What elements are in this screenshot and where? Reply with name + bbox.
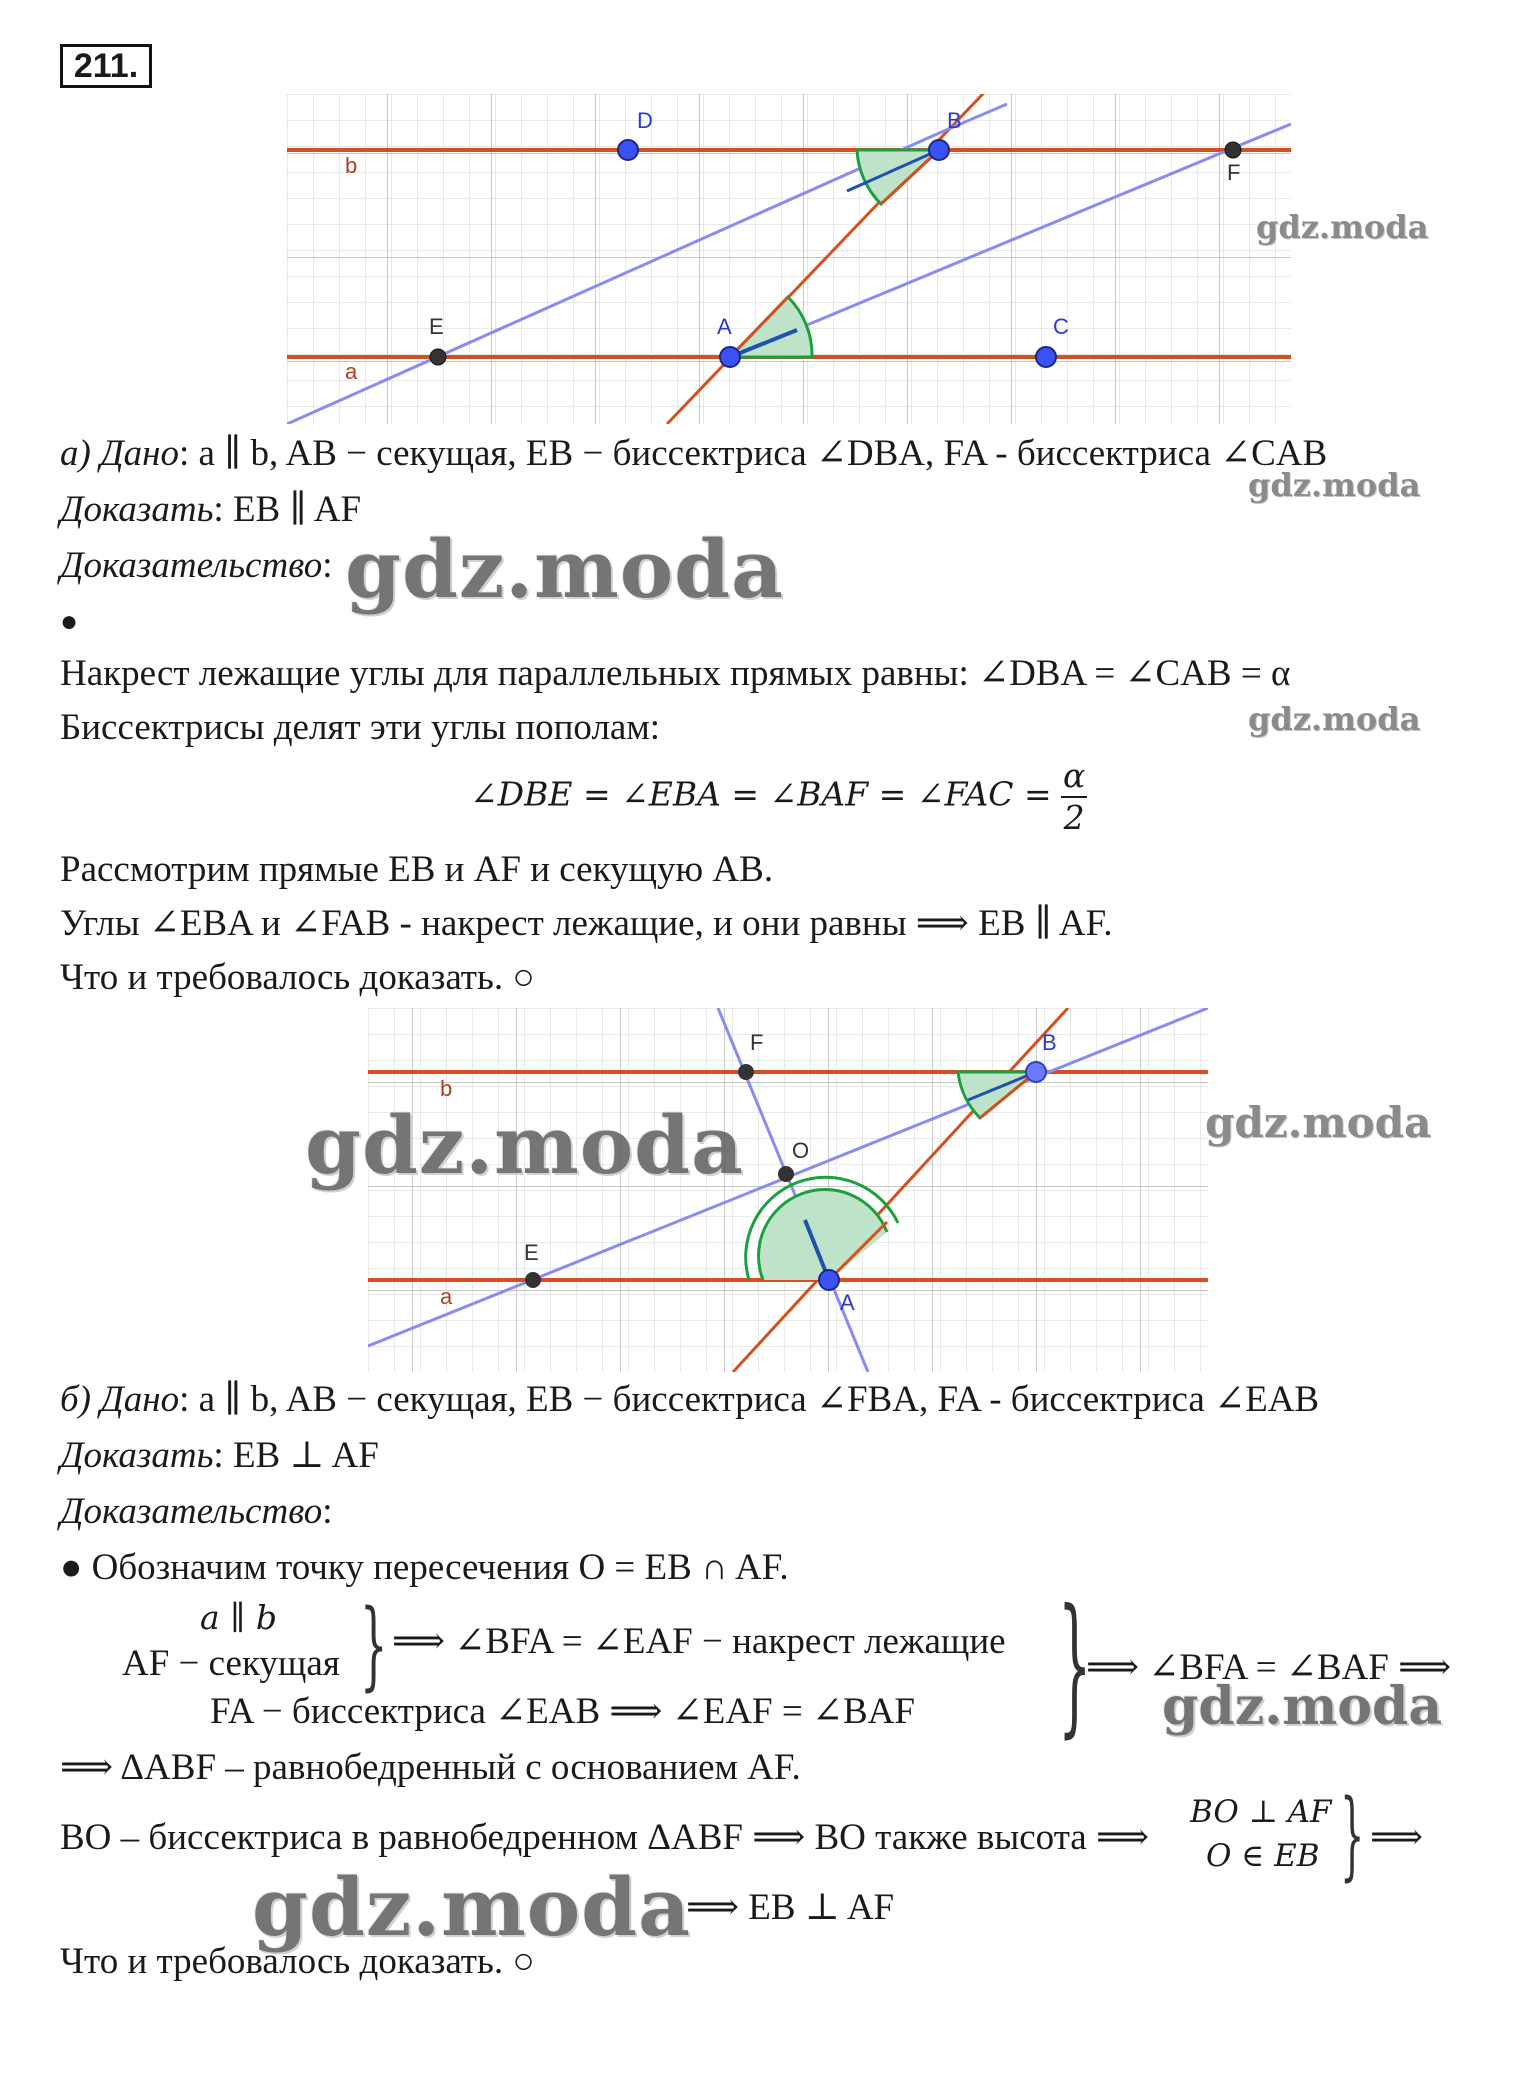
part-a-given-label: а) Дано bbox=[60, 433, 179, 474]
part-a-prove-text: : EB ∥ AF bbox=[213, 489, 362, 530]
label-e: E bbox=[524, 1240, 539, 1265]
point-b bbox=[1026, 1062, 1046, 1082]
part-a-given bbox=[60, 432, 1327, 476]
watermark: gdz.moda bbox=[1248, 466, 1421, 504]
part-b-line-5: Что и требовалось доказать. ○ bbox=[60, 1941, 535, 1982]
part-b-brace-2: } bbox=[1058, 1578, 1092, 1752]
part-b-given-text: : a ∥ b, AB − секущая, EB − биссектриса ∠FBA, FA - биссектриса ∠EAB bbox=[179, 1379, 1320, 1420]
watermark: gdz.moda bbox=[345, 522, 784, 616]
part-b-sys1-row1: a ∥ b bbox=[200, 1598, 278, 1637]
part-b-sys1-result: ⟹ ∠BFA = ∠EAF − накрест лежащие bbox=[392, 1621, 1006, 1662]
part-b-sys3-row2: O ∈ EB bbox=[1206, 1838, 1320, 1874]
part-a-proof-heading bbox=[60, 544, 333, 588]
watermark: gdz.moda bbox=[252, 1860, 691, 1954]
label-e: E bbox=[429, 314, 444, 339]
part-a-formula-num: α bbox=[1061, 756, 1087, 798]
figure-a bbox=[287, 94, 1291, 424]
part-a-bullet: ● bbox=[60, 605, 79, 638]
part-b-sys3-row1: BO ⊥ AF bbox=[1190, 1794, 1332, 1830]
label-d: D bbox=[637, 108, 653, 133]
point-a bbox=[720, 347, 740, 367]
part-b-sys1-row3: FA − биссектриса ∠EAB ⟹ ∠EAF = ∠BAF bbox=[210, 1691, 915, 1732]
point-a bbox=[819, 1270, 839, 1290]
part-b-line-4: ⟹ EB ⊥ AF bbox=[686, 1887, 895, 1928]
part-a-line-4: Углы ∠EBA и ∠FAB - накрест лежащие, и они равны ⟹ EB ∥ AF. bbox=[60, 903, 1113, 944]
part-a-proof-label: Доказательство bbox=[60, 545, 323, 586]
part-b-prove-label: Доказать bbox=[60, 1435, 214, 1476]
part-b-sys1-row2: AF − секущая bbox=[122, 1643, 340, 1684]
label-c: C bbox=[1053, 314, 1069, 339]
part-a-proof-colon: : bbox=[322, 545, 333, 586]
part-a-line-1: Накрест лежащие углы для параллельных прямых равны: ∠DBA = ∠CAB = α bbox=[60, 653, 1291, 694]
part-b-proof-label: Доказательство bbox=[60, 1491, 323, 1532]
part-a-formula-left: ∠DBE = ∠EBA = ∠BAF = ∠FAC = bbox=[470, 774, 1052, 814]
point-c bbox=[1036, 347, 1056, 367]
label-line-a: a bbox=[345, 359, 358, 384]
point-o bbox=[778, 1166, 794, 1182]
part-b-brace-1: } bbox=[360, 1589, 388, 1701]
part-b-sys3-result: ⟹ bbox=[1370, 1817, 1424, 1858]
label-b: B bbox=[947, 108, 962, 133]
point-f bbox=[1225, 142, 1241, 158]
label-line-a: a bbox=[440, 1284, 453, 1309]
part-b-sys2-result: ⟹ ∠BFA = ∠BAF ⟹ bbox=[1086, 1647, 1452, 1688]
part-b-brace-3: } bbox=[1340, 1779, 1365, 1891]
label-line-b: b bbox=[345, 153, 358, 178]
part-a-prove-label: Доказать bbox=[60, 489, 214, 530]
point-b bbox=[929, 140, 949, 160]
part-b-prove-text: : EB ⊥ AF bbox=[213, 1435, 379, 1476]
part-a-prove bbox=[60, 488, 361, 532]
part-a-formula-den: 2 bbox=[1063, 798, 1085, 837]
part-b-given bbox=[60, 1378, 1319, 1422]
part-a-formula bbox=[470, 756, 1087, 838]
part-a-formula-fraction bbox=[1061, 756, 1087, 838]
watermark: gdz.moda bbox=[1248, 700, 1421, 738]
label-a: A bbox=[840, 1290, 855, 1315]
label-o: O bbox=[792, 1138, 810, 1163]
watermark: gdz.moda bbox=[305, 1098, 744, 1192]
part-b-proof-heading bbox=[60, 1490, 333, 1534]
part-a-line-2: Биссектрисы делят эти углы пополам: bbox=[60, 707, 661, 748]
label-f: F bbox=[750, 1030, 764, 1055]
part-a-line-3: Рассмотрим прямые EB и AF и секущую AB. bbox=[60, 849, 774, 890]
label-b: B bbox=[1042, 1030, 1057, 1055]
part-b-given-label: б) Дано bbox=[60, 1379, 180, 1420]
label-line-b: b bbox=[440, 1076, 453, 1101]
part-b-proof-colon: : bbox=[322, 1491, 333, 1532]
watermark: gdz.moda bbox=[1205, 1098, 1432, 1147]
watermark: gdz.moda bbox=[1256, 208, 1429, 246]
label-f: F bbox=[1227, 160, 1241, 185]
point-f bbox=[738, 1064, 754, 1080]
part-b-line-3: BO – биссектриса в равнобедренном ΔABF ⟹ BO также высота ⟹ bbox=[60, 1817, 1150, 1858]
part-b-line-1: ● Обозначим точку пересечения O = EB ∩ AF. bbox=[60, 1547, 789, 1588]
part-a-line-5: Что и требовалось доказать. ○ bbox=[60, 957, 535, 998]
part-b-line-2: ⟹ ΔABF – равнобедренный с основанием AF. bbox=[60, 1747, 801, 1788]
watermark: gdz.moda bbox=[1162, 1676, 1443, 1737]
part-b-prove bbox=[60, 1434, 379, 1478]
point-e bbox=[430, 349, 446, 365]
label-a: A bbox=[717, 314, 732, 339]
point-e bbox=[525, 1272, 541, 1288]
point-d bbox=[618, 140, 638, 160]
problem-number: 211. bbox=[60, 44, 152, 88]
part-a-given-text: : a ∥ b, AB − секущая, EB − биссектриса ∠DBA, FA - биссектриса ∠CAB bbox=[178, 433, 1328, 474]
